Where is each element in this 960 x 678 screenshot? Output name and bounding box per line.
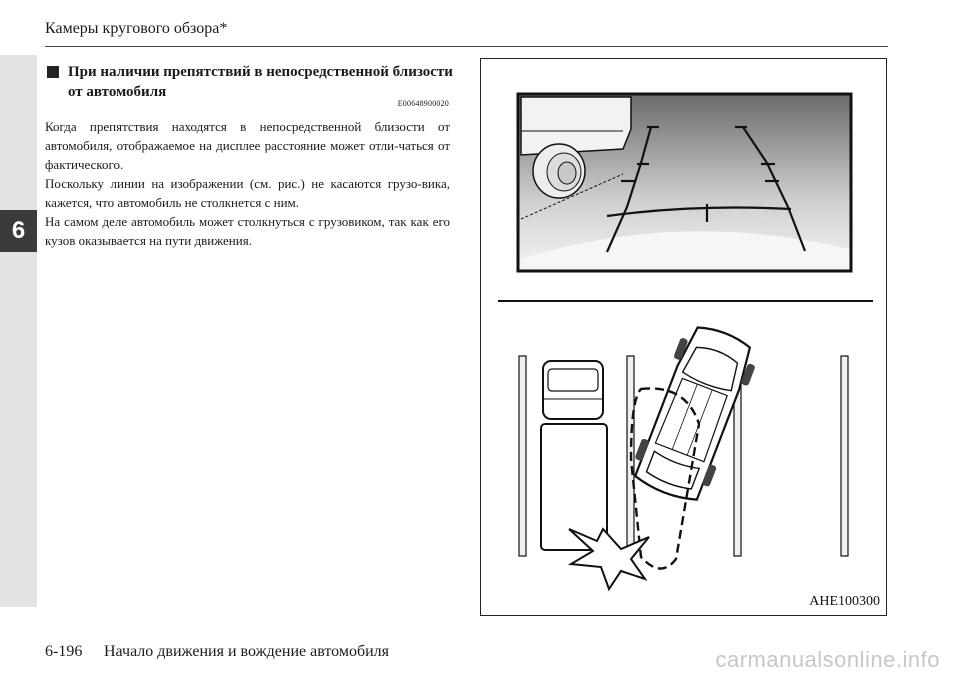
page-number: 6-196: [45, 643, 83, 660]
chapter-sidebar: [0, 55, 37, 607]
body-text: [45, 117, 450, 250]
collision-burst-icon: [569, 529, 649, 589]
paragraph: Когда препятствия находятся в непосредственной близости от автомобиля, отображаемое на дисплее расстояние может отли-чаться от фактического.: [45, 119, 450, 172]
square-bullet-icon: [47, 66, 59, 78]
section-heading-text: При наличии препятствий в непосредственной близости от автомобиля: [68, 64, 453, 100]
section-heading: [45, 62, 460, 102]
chapter-tab: 6: [0, 210, 37, 252]
illustration-figure: [480, 58, 887, 616]
paragraph: На самом деле автомобиль может столкнуться с грузовиком, так как его кузов оказывается на пути движения.: [45, 214, 450, 248]
running-title: Камеры кругового обзора*: [45, 20, 228, 37]
watermark: carmanualsonline.info: [715, 647, 940, 672]
illustration-svg: [481, 59, 888, 617]
camera-display: [518, 94, 851, 271]
figure-code: AHE100300: [809, 594, 880, 609]
header-rule: [45, 46, 888, 47]
truck-top-view: [541, 361, 607, 550]
footer-chapter-title: Начало движения и вождение автомобиля: [104, 643, 390, 660]
paragraph: Поскольку линии на изображении (см. рис.) не касаются грузо-вика, кажется, что автомобиль не столкнется с ним.: [45, 176, 450, 210]
section-code: E00648900020: [397, 99, 449, 108]
